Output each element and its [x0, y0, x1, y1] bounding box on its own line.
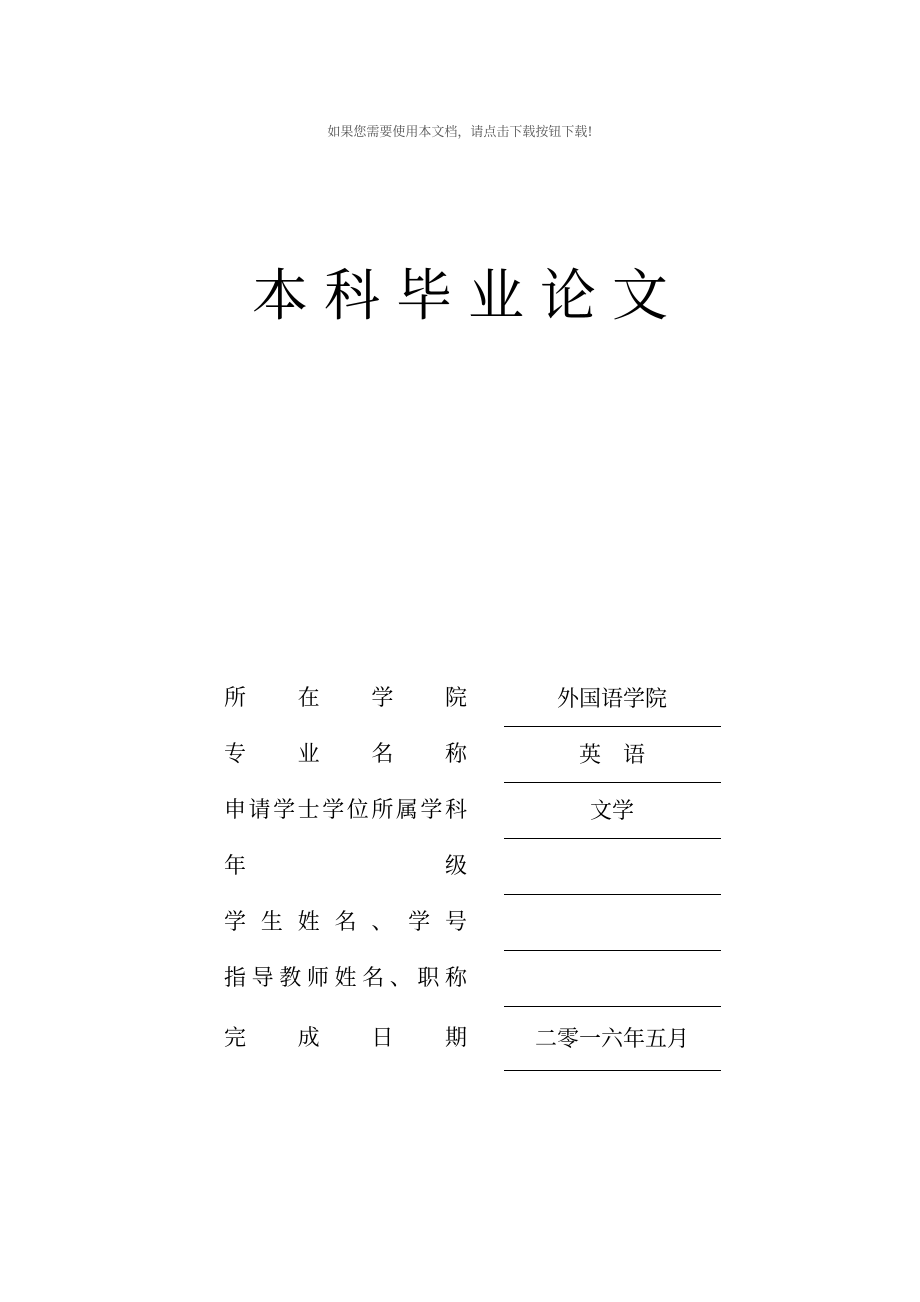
- field-row-discipline: [224, 796, 722, 836]
- field-label-advisor: 指导教师姓名、职称: [224, 966, 467, 991]
- field-underline: [504, 1006, 721, 1007]
- field-underline: [504, 894, 721, 895]
- field-underline: [504, 1070, 721, 1071]
- field-value-college: 外国语学院: [556, 687, 667, 712]
- field-underline: [504, 726, 721, 727]
- field-row-student: [224, 908, 722, 948]
- field-label-discipline: 申请学士学位所属学科: [224, 798, 467, 823]
- field-underline: [504, 838, 721, 839]
- field-row-college: [224, 684, 722, 724]
- field-underline: [504, 782, 721, 783]
- field-row-major: [224, 740, 722, 780]
- field-label-major: 专业名称: [224, 742, 467, 767]
- field-row-advisor: [224, 964, 722, 1004]
- field-row-date: [224, 1024, 722, 1064]
- field-label-grade: 年级: [224, 854, 467, 879]
- download-note: 如果您需要使用本文档，请点击下载按钮下载!: [327, 125, 593, 140]
- field-row-grade: [224, 852, 722, 892]
- field-label-date: 完成日期: [224, 1026, 467, 1051]
- field-value-date: 二零一六年五月: [534, 1027, 689, 1052]
- field-label-college: 所在学院: [224, 686, 467, 711]
- field-value-discipline: 文学: [589, 799, 634, 824]
- field-label-student: 学生姓名、学号: [224, 910, 467, 935]
- field-underline: [504, 950, 721, 951]
- document-title: 本科毕业论文: [252, 264, 684, 329]
- field-value-major: 英 语: [578, 743, 645, 768]
